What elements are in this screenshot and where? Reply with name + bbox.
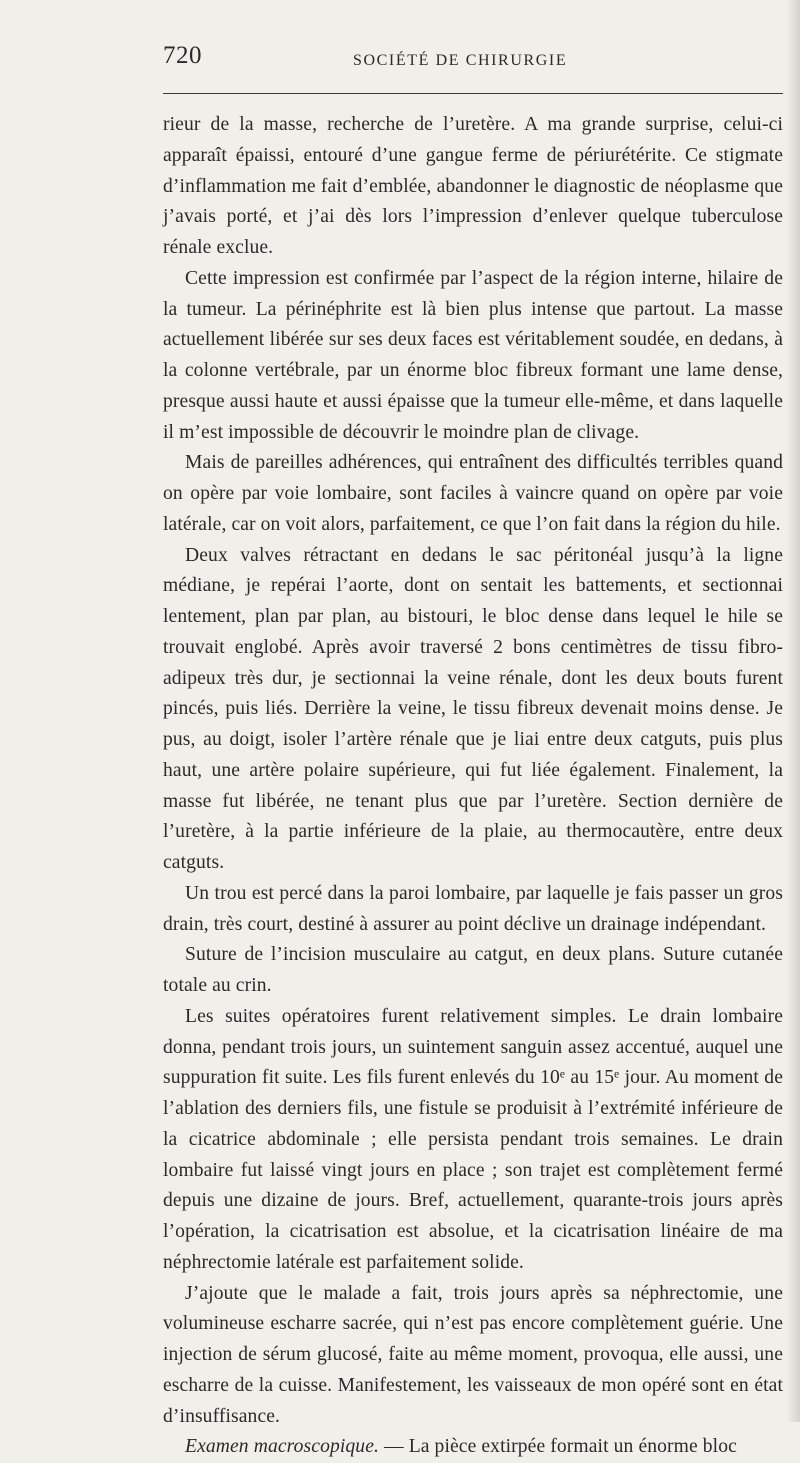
- paragraph-tail: — La pièce extirpée formait un énorme bloc: [379, 1436, 737, 1458]
- paragraph: Un trou est percé dans la paroi lombaire, par laquelle je fais passer un gros drain, très court, destiné à assurer au point déclive un drainage indépendant.: [163, 882, 783, 935]
- running-title: SOCIÉTÉ DE CHIRURGIE: [353, 52, 568, 69]
- paragraph: Mais de pareilles adhérences, qui entraînent des difficultés terribles quand on opère par voie lombaire, sont faciles à vaincre quand on opère par voie latérale, car on voit alors, parfaitement, ce que l’on fait dans la région du hile.: [163, 452, 783, 535]
- paragraph: Suture de l’incision musculaire au catgut, en deux plans. Suture cutanée totale au crin.: [163, 944, 783, 996]
- header-rule: [163, 93, 783, 94]
- paragraph: Cette impression est confirmée par l’aspect de la région interne, hilaire de la tumeur. La périnéphrite est là bien plus intense que partout. La masse actuellement libérée sur ses deux faces est véritablement soudée, en dedans, à la colonne vertébrale, par un énorme bloc fibreux formant une lame dense, presque aussi haute et aussi épaisse que la tumeur elle-même, et dans laquelle il m’est impossible de découvrir le moindre plan de clivage.: [163, 267, 783, 443]
- page-number: 720: [163, 42, 202, 69]
- paragraph-last: [163, 1432, 783, 1463]
- page-edge-shadow: [786, 0, 800, 1422]
- paragraph: Les suites opératoires furent relativement simples. Le drain lombaire donna, pendant trois jours, un suintement sanguin assez accentué, auquel une suppuration fit suite. Les fils furent enlevés du 10ᵉ au 15ᵉ jour. Au moment de l’ablation des derniers fils, une fistule se produisit à l’extrémité inférieure de la cicatrice abdominale ; elle persista pendant trois semaines. Le drain lombaire fut laissé vingt jours en place ; son trajet est complètement fermé depuis une dizaine de jours. Bref, actuellement, quarante-trois jours après l’opération, la cicatrisation est absolue, et la cicatrisation linéaire de ma néphrectomie latérale est parfaitement solide.: [163, 1005, 783, 1273]
- body-text: [163, 110, 783, 1463]
- paragraph: J’ajoute que le malade a fait, trois jours après sa néphrectomie, une volumineuse escharre sacrée, qui n’est pas encore complètement guérie. Une injection de sérum glucosé, faite au même moment, provoqua, elle aussi, une escharre de la cuisse. Manifestement, les vaisseaux de mon opéré sont en état d’insuffisance.: [163, 1282, 783, 1427]
- section-heading-italic: Examen macroscopique.: [185, 1436, 379, 1458]
- paragraph: Deux valves rétractant en dedans le sac péritonéal jusqu’à la ligne médiane, je repérai l’aorte, dont on sentait les battements, et sectionnai lentement, plan par plan, au bistouri, le bloc dense dans lequel le hile se trouvait englobé. Après avoir traversé 2 bons centimètres de tissu fibro-adipeux très dur, je sectionnai la veine rénale, dont les deux bouts furent pincés, puis liés. Derrière la veine, le tissu fibreux devenait moins dense. Je pus, au doigt, isoler l’artère rénale que je liai entre deux catguts, puis plus haut, une artère polaire supérieure, qui fut liée également. Finalement, la masse fut libérée, ne tenant plus que par l’uretère. Section dernière de l’uretère, à la partie inférieure de la plaie, au thermocautère, entre deux catguts.: [163, 544, 783, 873]
- page-header: [163, 42, 783, 82]
- paragraph: rieur de la masse, recherche de l’uretère. A ma grande surprise, celui-ci apparaît épaissi, entouré d’une gangue ferme de périurétérite. Ce stigmate d’inflammation me fait d’emblée, abandonner le diagnostic de néoplasme que j’avais porté, et j’ai dès lors l’impression d’enlever quelque tuberculose rénale exclue.: [163, 114, 783, 258]
